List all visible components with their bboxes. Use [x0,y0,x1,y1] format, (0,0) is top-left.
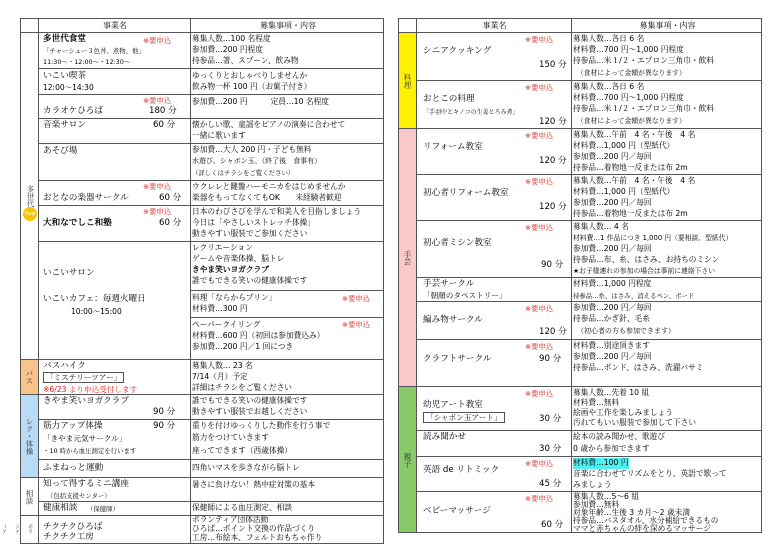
event-row-storytelling: 読み聞かせ 30 分 絵本の読み聞かせ、歌遊び 0 歳から参加できます [417,431,761,457]
right-header-row [399,19,761,33]
event-row-ikoi-salon: いこいサロン いこいカフェ：毎週火曜日 10:00～15:00 レクリエーション ゲームや音楽体操、脳トレ きやま笑いヨガクラブ 誰でもできる笑いの健康体操です 料理「ならからプリン」 ※要申込 材料費…300 円 ペーパークイリング ※要申込 材料費…600 円（初回は参加費込み） 参加費…200 円／1 回につき [39,242,383,360]
category-recreation-exercise: レク・体操 [21,395,38,478]
category-handicraft: 手芸 [399,129,416,387]
new-badge: New [23,207,37,221]
right-schedule-table [398,18,762,533]
event-row-yamato-nadeshiko: ※要申込 大和なでしこ和塾 60 分 日本のわびさびを学んで和美人を目指しましょう 今日は「やさしいストレッチ体操」 動きやすい服装でご参加ください [39,206,383,242]
event-row-mens-cooking: ※要申込 おとこの料理 「手羽中とキノコの生姜とろみ煮」 120 分 募集人数…各日 6 名 材料費…700 円～1,000 円程度 持参品…米１/２・エプロン三角巾・飲料 （食材によって金額が異なります） [417,81,761,129]
event-row-bus-hike: バスハイク 「ミステリーツアー」 ※6/23 より申込受付します 募集人数… 23 名 7/14（月）予定 詳細はチラシをご覧ください [39,360,383,395]
event-row-chikuchiku: チクチクひろば チクチク工房 ボランティア団体活動 ひろば…ポイント交換の作品づくり 工房…布絵本、フェルトおもちゃ作り [43,516,323,542]
event-row-fumanet: ふまねっと運動 四角いマスを歩きながら脳トレ [39,460,383,478]
event-row-intergenerational-dining: 多世代食堂 ※要申込 「チャーシュー３色丼、煮物、他」 11:30～・12:00～・12:30～ 募集人数…100 名程度 参加費…200 円程度 持参品…箸、スプーン、飲み物 [39,33,383,69]
event-row-strength-exercise: 筋力アップ体操 90 分 「きやま元気サークル」 ・10 時から血圧測定を行います 重りを付けゆっくりした動作を行う事で 筋力をつけていきます 座ってできます（西歳体操） [39,420,383,460]
event-row-beginner-reform-class: ※要申込 初心者リフォーム教室 120 分 募集人数…午前 4 名・午後 4 名 材料費…1,000 円（型紙代） 参加費…200 円／毎回 持参品…着物地一反または布 2m [417,175,761,221]
category-consultation: 相談 [21,478,38,516]
event-row-laughter-yoga: きやま笑いヨガクラブ 90 分 誰でもできる笑いの健康体操です 動きやすい服装でお越しください [39,395,383,420]
event-row-karaoke: ※要申込 カラオケひろば 180 分 参加費…200 円 定員…10 名程度 [39,95,383,119]
left-header-name: 事業名 [103,21,127,30]
event-row-english-rhythmic: ※要申込 英語 de リトミック 45 分 材料費…100 円 音楽に合わせてリズムをとり、英語で歌って みましょう [417,457,761,492]
right-header-name: 事業名 [482,21,507,30]
category-volunteer: ボランティア [21,516,38,543]
left-schedule-table [1,18,384,544]
event-row-mini-lecture: 知って得するミニ講座 （包括支援センター） 暑さに負けない！熱中症対策の基本 [39,478,383,502]
event-row-senior-cooking: ※要申込 シニアクッキング 150 分 募集人数…各日 6 名 材料費…700 円～1,000 円程度 持参品…米１/２・エプロン三角巾・飲料 （食材によって金額が異なります） [417,33,761,81]
event-row-health-consultation: 健康相談 （保健師） 保健師による血圧測定、相談 [39,502,383,516]
event-row-toddler-art-class: ※要申込 幼児アート教室 「シャボン玉アート」 30 分 募集人数…先着 10 組 材料費…無料 絵画や工作を楽しみましょう 汚れてもいい服装で参加して下さい [417,387,761,431]
event-row-beginner-sewing-machine: ※要申込 初心者ミシン教室 90 分 募集人数… 4 名 材料費…1 作品につき 1,000 円（要相談、型紙代） 参加費…200 円／毎回 持参品…布、糸、はさみ、お持ちのミシン ★お子様連れの参加の場合は事前に連絡下さい [417,221,761,278]
category-parent-child: 親子 [399,387,416,532]
category-multigeneration: 多世代 [21,33,38,360]
event-row-adult-instrument-circle: ※要申込 おとなの楽器サークル 60 分 ウクレレと鍵盤ハーモニカをはじめませんか 楽器をもってなくてもOK 未経験者歓迎 [39,181,383,206]
left-header-detail: 募集事項・内容 [260,21,316,30]
event-row-playground: あそび場 参加費…大人 200 円・子ども無料 水遊び、シャボン玉、（終了後 食事有） （詳しくはチラシをご覧ください） [39,144,383,181]
event-row-baby-massage: ※要申込 ベビーマッサージ 60 分 募集人数…5～6 組 参加費…無料 対象年齢…生後 3 カ月～2 歳未満 持参品…バスタオル、水分補給できるもの ママと赤ちゃんの絆を深めるマッサージ [423,492,719,532]
event-row-reform-class: ※要申込 リフォーム教室 120 分 募集人数…午前 4 名・午後 4 名 材料費…1,000 円（型紙代） 参加費…200 円／毎回 持参品…着物地一反または布 2m [417,129,761,175]
event-row-handicraft-circle: 手芸サークル 「朝顔のタペストリー」 材料費…1,000 円程度 持参品…糸、はさみ、消えるペン、ボード [417,278,761,302]
category-bus: バス [21,360,38,395]
event-row-ikoi-cafe: いこい喫茶 12:00～14:30 ゆっくりとおしゃべりしませんか 飲み物一杯 100 円（お菓子付き） [39,69,383,95]
event-row-craft-circle: ※要申込 クラフトサークル 90 分 材料費…別途頂きます 参加費…200 円／毎回 持参品…ボンド、はさみ、洗濯バサミ [417,340,761,387]
left-header-row [21,19,383,33]
right-header-detail: 募集事項・内容 [639,21,696,30]
event-row-knitting-circle: ※要申込 編み物サークル 120 分 参加費…200 円／毎回 持参品…かぎ針、毛糸 （初心者の方も参加できます） [417,302,761,340]
category-cooking: 料理 [399,33,416,129]
event-row-music-salon: 音楽サロン 60 分 懐かしい歌、童謡をピアノの演奏に合わせて 一緒に歌います [39,119,383,144]
